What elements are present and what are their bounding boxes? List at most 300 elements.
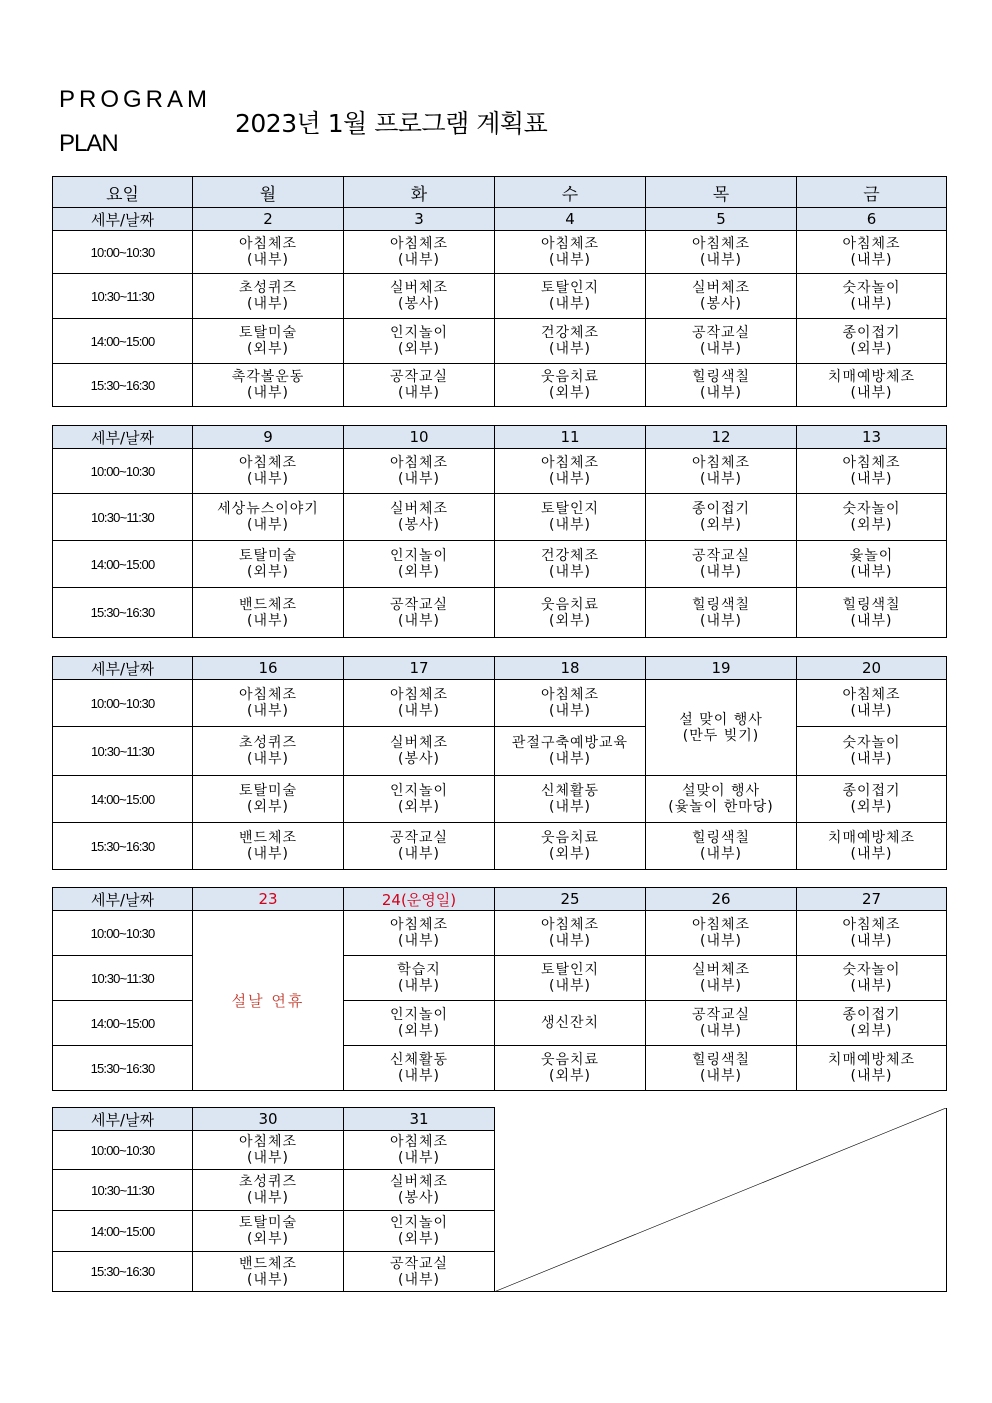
day-name: 화 (344, 177, 495, 208)
activity-cell (193, 823, 344, 870)
week-table-2 (52, 425, 947, 638)
activity-name: 공작교실 (389, 369, 449, 385)
activity-type: (내부) (247, 296, 289, 312)
row-label: 세부/날짜 (53, 208, 193, 231)
activity-cell (193, 1131, 344, 1170)
activity-type: (외부) (247, 564, 289, 580)
activity-type: (내부) (549, 933, 591, 949)
activity-name: 공작교실 (691, 548, 751, 564)
activity-name: 초성퀴즈 (238, 280, 298, 296)
activity-cell (646, 911, 797, 956)
activity-type: (내부) (398, 385, 440, 401)
time-slot: 10:30~11:30 (53, 1170, 193, 1211)
activity-name: 힐링색칠 (691, 1052, 751, 1068)
row-label: 세부/날짜 (53, 657, 193, 680)
activity-type: (외부) (549, 612, 591, 629)
activity-cell (495, 727, 646, 776)
time-slot: 10:00~10:30 (53, 911, 193, 956)
activity-name: 토탈인지 (540, 501, 600, 517)
time-slot: 10:30~11:30 (53, 956, 193, 1001)
time-slot: 10:30~11:30 (53, 494, 193, 541)
activity-cell (797, 680, 947, 727)
date-cell: 11 (495, 426, 646, 449)
date-cell: 25 (495, 888, 646, 911)
date-cell: 3 (344, 208, 495, 231)
activity-cell (646, 588, 797, 638)
activity-cell (344, 823, 495, 870)
activity-type: (내부) (700, 846, 742, 862)
activity-type: (내부) (700, 385, 742, 401)
activity-cell (344, 1046, 495, 1091)
activity-type: (내부) (700, 612, 742, 629)
activity-name: 아침체조 (691, 917, 751, 933)
activity-type: (내부) (700, 471, 742, 487)
activity-name: 숫자놀이 (842, 962, 901, 978)
activity-cell (797, 588, 947, 638)
time-slot: 10:30~11:30 (53, 727, 193, 776)
activity-name: 아침체조 (389, 455, 449, 471)
activity-type: (내부) (398, 1271, 440, 1288)
activity-type: (외부) (398, 1231, 440, 1247)
activity-cell (495, 680, 646, 727)
table-row (53, 588, 947, 638)
activity-type: (내부) (398, 471, 440, 487)
date-cell: 27 (797, 888, 947, 911)
activity-name: 아침체조 (540, 455, 600, 471)
activity-name: 학습지 (397, 962, 441, 978)
activity-cell (495, 911, 646, 956)
activity-name: 종이접기 (691, 501, 751, 517)
activity-name: 종이접기 (842, 1007, 901, 1023)
activity-type: (내부) (850, 612, 893, 629)
holiday-cell: 설날 연휴 (193, 911, 344, 1091)
activity-type: (내부) (549, 751, 591, 767)
activity-name: 웃음치료 (540, 596, 600, 613)
activity-cell (797, 494, 947, 541)
table-row (53, 364, 947, 407)
date-cell: 18 (495, 657, 646, 680)
activity-name: 실버체조 (389, 280, 449, 296)
date-row (53, 657, 947, 680)
activity-cell (797, 823, 947, 870)
activity-name: 아침체조 (540, 236, 600, 252)
activity-type: (내부) (700, 933, 742, 949)
activity-cell (797, 364, 947, 407)
activity-cell (646, 541, 797, 588)
activity-name: 힐링색칠 (691, 596, 751, 613)
activity-name: 실버체조 (389, 735, 449, 751)
activity-type: (내부) (247, 703, 289, 719)
activity-cell (193, 1252, 344, 1292)
activity-cell (797, 776, 947, 823)
activity-type: (내부) (700, 978, 742, 994)
table-row (53, 1001, 947, 1046)
activity-name: 생신잔치 (540, 1015, 600, 1031)
date-cell: 6 (797, 208, 947, 231)
activity-cell (646, 776, 797, 823)
activity-name: 공작교실 (389, 830, 449, 846)
activity-name: 초성퀴즈 (238, 735, 298, 751)
activity-name: 밴드체조 (238, 1255, 298, 1272)
time-slot: 10:30~11:30 (53, 274, 193, 319)
activity-type: (내부) (850, 846, 893, 862)
corner-label: 요일 (53, 177, 193, 208)
activity-type: (외부) (549, 385, 591, 401)
date-cell: 5 (646, 208, 797, 231)
table-row (53, 911, 947, 956)
row-label: 세부/날짜 (53, 888, 193, 911)
activity-name: 토탈인지 (540, 962, 600, 978)
activity-name: 아침체조 (540, 687, 600, 703)
activity-cell (495, 588, 646, 638)
activity-type: (내부) (398, 846, 440, 862)
date-row (53, 1108, 947, 1131)
activity-cell (646, 680, 797, 776)
activity-name: 웃음치료 (540, 1052, 600, 1068)
activity-cell (344, 776, 495, 823)
table-row (53, 541, 947, 588)
activity-name: 건강체조 (540, 325, 600, 341)
activity-type: (내부) (549, 296, 591, 312)
activity-cell (797, 319, 947, 364)
activity-type: (내부) (398, 1150, 440, 1166)
activity-cell (344, 319, 495, 364)
activity-cell (797, 449, 947, 494)
brand-line-plan: PLAN (59, 130, 118, 157)
date-row (53, 208, 947, 231)
activity-name: 토탈미술 (238, 783, 298, 799)
activity-cell (646, 449, 797, 494)
activity-cell (646, 1001, 797, 1046)
day-name: 수 (495, 177, 646, 208)
activity-name: 토탈미술 (238, 548, 298, 564)
date-cell: 30 (193, 1108, 344, 1131)
activity-name: 웃음치료 (540, 369, 600, 385)
activity-name: 아침체조 (691, 455, 751, 471)
activity-type: (내부) (700, 252, 742, 268)
date-cell: 16 (193, 657, 344, 680)
activity-type: (외부) (549, 1068, 591, 1084)
date-cell: 26 (646, 888, 797, 911)
activity-type: (외부) (850, 1023, 893, 1039)
activity-type: (외부) (850, 517, 893, 533)
activity-type: (외부) (850, 799, 893, 815)
activity-type: (외부) (850, 341, 893, 357)
activity-name: 공작교실 (389, 596, 449, 613)
activity-type: (내부) (398, 252, 440, 268)
table-row (53, 956, 947, 1001)
activity-cell (495, 449, 646, 494)
activity-cell (344, 727, 495, 776)
activity-type: (외부) (247, 1231, 289, 1247)
activity-cell (344, 1001, 495, 1046)
activity-type: (내부) (850, 1068, 893, 1084)
activity-cell (495, 1001, 646, 1046)
activity-cell (193, 1170, 344, 1211)
activity-type: (내부) (850, 564, 893, 580)
activity-cell (344, 274, 495, 319)
activity-cell (344, 449, 495, 494)
date-cell: 24(운영일) (344, 888, 495, 911)
table-row (53, 1046, 947, 1091)
day-name: 금 (797, 177, 947, 208)
table-row (53, 680, 947, 727)
activity-name: 숫자놀이 (842, 501, 901, 517)
activity-cell (646, 1046, 797, 1091)
activity-cell (797, 1046, 947, 1091)
activity-name: 아침체조 (238, 687, 298, 703)
day-name: 목 (646, 177, 797, 208)
page-title: 2023년 1월 프로그램 계획표 (235, 109, 548, 138)
activity-cell (495, 956, 646, 1001)
activity-type: (외부) (398, 341, 440, 357)
time-slot: 10:00~10:30 (53, 680, 193, 727)
activity-cell (344, 231, 495, 274)
table-row (53, 727, 947, 776)
date-cell: 2 (193, 208, 344, 231)
activity-type: (봉사) (700, 296, 742, 312)
brand (59, 86, 211, 158)
activity-name: 설 맞이 행사 (679, 711, 763, 728)
week-table-5 (52, 1107, 947, 1292)
activity-type: (내부) (247, 1150, 289, 1166)
table-row (53, 449, 947, 494)
activity-type: (내부) (850, 933, 893, 949)
activity-cell (495, 274, 646, 319)
activity-type: (내부) (247, 471, 289, 487)
activity-cell (193, 449, 344, 494)
time-slot: 14:00~15:00 (53, 541, 193, 588)
time-slot: 10:00~10:30 (53, 449, 193, 494)
table-row (53, 823, 947, 870)
activity-name: 종이접기 (842, 783, 901, 799)
activity-type: (내부) (850, 978, 893, 994)
activity-name: 아침체조 (842, 455, 901, 471)
date-cell: 23 (193, 888, 344, 911)
activity-name: 힐링색칠 (691, 830, 751, 846)
week-table-4 (52, 887, 947, 1091)
activity-type: (내부) (549, 799, 591, 815)
activity-type: (내부) (549, 471, 591, 487)
activity-type: (외부) (549, 846, 591, 862)
activity-type: (내부) (398, 933, 440, 949)
activity-name: 촉각볼운동 (231, 369, 305, 385)
time-slot: 10:00~10:30 (53, 231, 193, 274)
activity-cell (495, 823, 646, 870)
date-cell: 31 (344, 1108, 495, 1131)
activity-type: (내부) (549, 978, 591, 994)
table-row (53, 494, 947, 541)
activity-type: (외부) (247, 799, 289, 815)
activity-type: (내부) (398, 1068, 440, 1084)
activity-cell (193, 364, 344, 407)
date-cell: 13 (797, 426, 947, 449)
time-slot: 14:00~15:00 (53, 1001, 193, 1046)
time-slot: 14:00~15:00 (53, 319, 193, 364)
activity-type: (내부) (398, 703, 440, 719)
activity-cell (193, 776, 344, 823)
activity-name: 초성퀴즈 (238, 1174, 298, 1190)
activity-cell (344, 956, 495, 1001)
activity-cell (193, 231, 344, 274)
activity-cell (495, 494, 646, 541)
activity-type: (내부) (700, 564, 742, 580)
activity-cell (495, 231, 646, 274)
activity-name: 숫자놀이 (842, 280, 901, 296)
activity-name: 힐링색칠 (842, 596, 901, 613)
activity-cell (193, 1211, 344, 1252)
time-slot: 15:30~16:30 (53, 588, 193, 638)
activity-name: 아침체조 (238, 236, 298, 252)
time-slot: 10:00~10:30 (53, 1131, 193, 1170)
activity-type: (내부) (247, 517, 289, 533)
activity-name: 아침체조 (389, 687, 449, 703)
activity-name: 밴드체조 (238, 830, 298, 846)
activity-type: (내부) (247, 1271, 289, 1288)
activity-name: 신체활동 (389, 1052, 449, 1068)
activity-name: 아침체조 (238, 455, 298, 471)
activity-name: 실버체조 (691, 280, 751, 296)
time-slot: 14:00~15:00 (53, 776, 193, 823)
activity-type: (내부) (247, 751, 289, 767)
date-cell: 20 (797, 657, 947, 680)
activity-name: 건강체조 (540, 548, 600, 564)
activity-cell (344, 1252, 495, 1292)
activity-type: (내부) (549, 252, 591, 268)
activity-type: (내부) (850, 471, 893, 487)
activity-name: 아침체조 (842, 236, 901, 252)
activity-type: (내부) (700, 1068, 742, 1084)
activity-type: (내부) (247, 846, 289, 862)
activity-cell (344, 1170, 495, 1211)
activity-type: (봉사) (398, 296, 440, 312)
activity-name: 인지놀이 (389, 325, 449, 341)
activity-type: (내부) (549, 517, 591, 533)
activity-cell (797, 727, 947, 776)
activity-type: (내부) (247, 612, 289, 629)
activity-type: (내부) (398, 978, 440, 994)
activity-cell (344, 1131, 495, 1170)
activity-type: (내부) (850, 252, 893, 268)
time-slot: 14:00~15:00 (53, 1211, 193, 1252)
brand-line-program: PROGRAM (59, 86, 212, 113)
activity-type: (내부) (398, 612, 440, 629)
date-row (53, 888, 947, 911)
date-cell: 4 (495, 208, 646, 231)
activity-name: 윷놀이 (849, 548, 894, 564)
activity-type: (내부) (549, 564, 591, 580)
activity-cell (344, 364, 495, 407)
activity-name: 관절구축예방교육 (511, 735, 629, 751)
activity-name: 실버체조 (389, 1174, 449, 1190)
activity-type: (봉사) (398, 751, 440, 767)
date-row (53, 426, 947, 449)
activity-type: (봉사) (398, 1190, 440, 1206)
activity-cell (797, 541, 947, 588)
row-label: 세부/날짜 (53, 1108, 193, 1131)
activity-name: 아침체조 (842, 687, 901, 703)
activity-cell (797, 1001, 947, 1046)
activity-name: 신체활동 (540, 783, 600, 799)
table-row (53, 231, 947, 274)
activity-type: (외부) (247, 341, 289, 357)
activity-name: 토탈미술 (238, 325, 298, 341)
activity-type: (내부) (850, 385, 893, 401)
activity-name: 밴드체조 (238, 596, 298, 613)
activity-type: (외부) (398, 1023, 440, 1039)
date-cell: 12 (646, 426, 797, 449)
activity-name: 아침체조 (842, 917, 901, 933)
activity-name: 아침체조 (389, 236, 449, 252)
activity-name: 세상뉴스이야기 (217, 501, 319, 517)
activity-name: 종이접기 (842, 325, 901, 341)
activity-cell (797, 274, 947, 319)
activity-type: (내부) (700, 1023, 742, 1039)
activity-name: 공작교실 (389, 1255, 449, 1272)
activity-name: 아침체조 (691, 236, 751, 252)
activity-type: (내부) (549, 341, 591, 357)
activity-cell (646, 364, 797, 407)
table-row (53, 274, 947, 319)
activity-type: (외부) (398, 799, 440, 815)
activity-type: (윷놀이 한마당) (668, 799, 774, 815)
day-name-row (53, 177, 947, 208)
activity-type: (내부) (850, 296, 893, 312)
activity-cell (495, 541, 646, 588)
date-cell: 19 (646, 657, 797, 680)
activity-name: 실버체조 (389, 501, 449, 517)
activity-name: 웃음치료 (540, 830, 600, 846)
activity-cell (344, 494, 495, 541)
table-row (53, 776, 947, 823)
activity-cell (193, 541, 344, 588)
activity-name: 치매예방체조 (827, 369, 916, 385)
activity-type: (봉사) (398, 517, 440, 533)
activity-cell (797, 956, 947, 1001)
activity-name: 토탈미술 (238, 1215, 298, 1231)
activity-cell (193, 588, 344, 638)
activity-name: 인지놀이 (389, 1007, 449, 1023)
activity-cell (193, 727, 344, 776)
activity-name: 공작교실 (691, 325, 751, 341)
activity-name: 설맞이 행사 (681, 783, 761, 799)
activity-type: (만두 빚기) (682, 727, 760, 744)
date-cell: 10 (344, 426, 495, 449)
activity-type: (내부) (247, 1190, 289, 1206)
activity-name: 인지놀이 (389, 783, 449, 799)
activity-cell (797, 911, 947, 956)
activity-name: 힐링색칠 (691, 369, 751, 385)
activity-type: (내부) (247, 252, 289, 268)
activity-type: (내부) (549, 703, 591, 719)
week-table-3 (52, 656, 947, 870)
activity-cell (193, 274, 344, 319)
day-name: 월 (193, 177, 344, 208)
activity-cell (344, 541, 495, 588)
activity-cell (495, 1046, 646, 1091)
activity-cell (193, 319, 344, 364)
activity-cell (646, 274, 797, 319)
activity-cell (495, 776, 646, 823)
activity-cell (646, 823, 797, 870)
time-slot: 15:30~16:30 (53, 1252, 193, 1292)
activity-cell (344, 588, 495, 638)
activity-name: 인지놀이 (389, 1215, 449, 1231)
activity-name: 치매예방체조 (827, 1052, 916, 1068)
activity-name: 아침체조 (540, 917, 600, 933)
activity-cell (797, 231, 947, 274)
activity-cell (193, 680, 344, 727)
